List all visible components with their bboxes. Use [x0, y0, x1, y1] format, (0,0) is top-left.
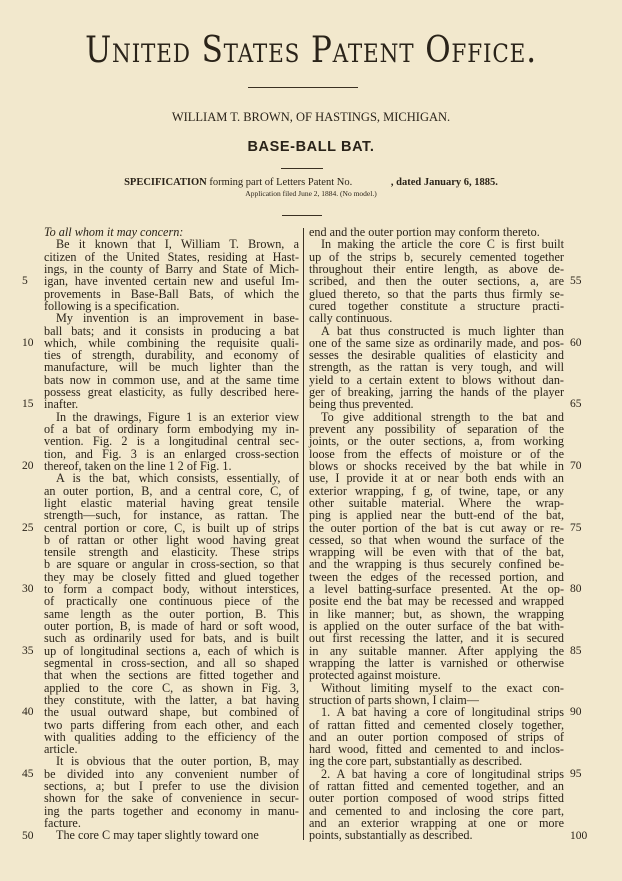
- text-line: tensile strength and elasticity. These strips: [44, 545, 299, 560]
- text-line: up of the strips b, securely cemented together: [309, 249, 564, 264]
- text-line: wrapping will be even with that of the bat,: [309, 545, 564, 560]
- text-line: thereof, taken on the line 1 2 of Fig. 1.: [44, 458, 232, 473]
- application-line: Application filed June 2, 1884. (No model.): [245, 189, 377, 198]
- line-number: 30: [22, 583, 34, 596]
- text-line: and an outer portion composed of strips of: [309, 729, 564, 744]
- text-line: two parts differing from each other, and each: [44, 717, 299, 732]
- text-line: manufacture, will be much lighter than the: [44, 360, 299, 375]
- text-line: is applied on the outer surface of the bat with-: [309, 619, 564, 633]
- text-line: 2. A bat having a core of longitudinal strips: [321, 766, 564, 781]
- text-line: out first recessing the latter, and it is secured: [309, 631, 564, 646]
- office-title: United States Patent Office.: [85, 30, 537, 71]
- text-line: prevent any possibility of separation of the: [309, 422, 564, 436]
- text-line: in like manner; but, as shown, the wrapping: [309, 606, 564, 621]
- text-line: outer portion composed of wood strips fitted: [309, 791, 564, 806]
- text-line: light elastic material having great tensile: [44, 495, 299, 510]
- text-line: outer portion, B, is made of hard or soft wood,: [44, 619, 299, 633]
- text-line: points, substantially as described.: [309, 828, 473, 843]
- text-line: cally continuous.: [309, 311, 393, 326]
- text-line: end and the outer portion may conform thereto.: [309, 225, 540, 239]
- text-line: other suitable material. Where the wrap-: [309, 495, 564, 510]
- text-line: loose from the effects of moisture or of the: [309, 446, 564, 461]
- text-line: tween the edges of the recessed portion, and: [309, 569, 564, 584]
- text-line: In the drawings, Figure 1 is an exterior view: [56, 409, 299, 424]
- text-line: of rattan fitted and cemented together, and an: [309, 779, 564, 794]
- text-line: throughout their entire length, as above de-: [309, 261, 564, 276]
- text-line: such as ordinarily used for bats, and is built: [44, 631, 299, 646]
- text-line: strength—such, for instance, as rattan. The: [44, 508, 299, 523]
- line-number: 65: [570, 398, 582, 411]
- text-line: cessed, so that when wound the surface of the: [309, 532, 564, 547]
- text-line: which, while combining the requisite quali-: [44, 335, 299, 350]
- line-number: 15: [22, 398, 34, 411]
- text-line: wrapping the latter is varnished or otherwise: [309, 655, 564, 670]
- line-number: 35: [22, 644, 34, 657]
- text-line: citizen of the United States, residing at Hast-: [44, 249, 299, 264]
- line-number: 25: [22, 521, 34, 534]
- text-line: to form a compact body, without interstices,: [44, 582, 299, 597]
- line-number: 20: [22, 460, 34, 473]
- text-line: exterior wrapping, f g, of twine, tape, or any: [309, 483, 564, 498]
- text-line: yield to a certain extent to blows without dan-: [309, 372, 564, 387]
- text-line: 1. A bat having a core of longitudinal strips: [321, 705, 564, 720]
- text-line: bats now in common use, and at the same time: [44, 372, 299, 387]
- divider-rule: [282, 215, 322, 216]
- specification-line: [0, 177, 622, 188]
- text-line: up of longitudinal sections a, each of which is: [44, 643, 299, 658]
- text-line: ger of breaking, jarring the hands of the player: [309, 385, 564, 400]
- text-line: inafter.: [44, 397, 79, 412]
- text-line: they constitute, with the latter, a bat having: [44, 692, 299, 707]
- column-divider: [303, 228, 304, 840]
- text-line: A is the bat, which consists, essentially, of: [56, 471, 299, 486]
- line-number: 75: [570, 521, 582, 534]
- text-line: be divided into any convenient number of: [44, 766, 299, 781]
- line-number: 5: [22, 275, 28, 288]
- text-line: provements in Base-Ball Bats, of which the: [44, 286, 299, 301]
- text-line: that when the sections are fitted together and: [44, 668, 299, 683]
- text-line: ing the parts together and economy in manu-: [44, 803, 299, 818]
- spec-date: , dated January 6, 1885.: [390, 177, 498, 188]
- line-number: 40: [22, 706, 34, 719]
- text-line: To all whom it may concern:: [44, 225, 184, 239]
- text-line: same length as the outer portion, B. This: [44, 606, 299, 621]
- text-line: glued thereto, so that the parts thus firmly se-: [309, 286, 564, 301]
- line-number: 55: [570, 275, 582, 288]
- text-line: strength, as the rattan is very tough, and will: [309, 360, 564, 375]
- text-line: possess great elasticity, as fully described here-: [44, 385, 299, 400]
- text-line: central portion or core, C, is built up of strips: [44, 520, 299, 535]
- line-number: 80: [570, 583, 582, 596]
- text-line: posite end the bat may be recessed and wrapped: [309, 594, 564, 609]
- left-column: [44, 226, 299, 842]
- spec-prefix: SPECIFICATION: [124, 177, 207, 188]
- text-line: and an exterior wrapping at one or more: [309, 816, 564, 830]
- text-line: sesses the desirable qualities of elasticity and: [309, 348, 564, 363]
- text-line: in any suitable manner. After applying the: [309, 643, 564, 658]
- text-line: the usual outward shape, but combined of: [44, 705, 299, 720]
- divider-rule: [248, 87, 358, 88]
- line-number: 100: [570, 829, 588, 842]
- text-line: My invention is an improvement in base-: [56, 311, 299, 326]
- text-line: of rattan fitted and cemented closely together,: [309, 717, 564, 732]
- line-number: 10: [22, 336, 34, 349]
- text-line: of a bat of ordinary form embodying my in-: [44, 422, 299, 436]
- text-line: use, I provide it at or near both ends with an: [309, 471, 564, 486]
- text-line: ping is applied near the butt-end of the bat,: [309, 508, 564, 523]
- text-line: and cemented to and inclosing the core part,: [309, 803, 564, 818]
- text-line: joints, or the outer sections, a, from working: [309, 434, 564, 449]
- text-line: The core C may taper slightly toward one: [56, 828, 259, 843]
- text-line: struction of parts shown, I claim—: [309, 692, 479, 707]
- text-line: of practically one continuous piece of the: [44, 594, 299, 609]
- divider-rule: [281, 168, 323, 169]
- line-number: 70: [570, 460, 582, 473]
- text-line: ties of strength, durability, and economy of: [44, 348, 299, 363]
- text-line: To give additional strength to the bat and: [321, 409, 564, 424]
- text-line: ing the core part, substantially as described.: [309, 754, 523, 769]
- text-line: A bat thus constructed is much lighter than: [321, 323, 564, 338]
- text-line: b of rattan or other light wood having great: [44, 532, 299, 547]
- text-line: In making the article the core C is first built: [321, 237, 564, 252]
- spec-middle: forming part of Letters Patent No.: [209, 177, 353, 188]
- line-number: 85: [570, 644, 582, 657]
- text-line: facture.: [44, 816, 81, 830]
- text-line: following is a specification.: [44, 298, 180, 313]
- text-line: the outer portion of the bat is cut away or re-: [309, 520, 564, 535]
- text-line: ings, in the county of Barry and State of Mich-: [44, 261, 299, 276]
- text-line: protected against moisture.: [309, 668, 441, 683]
- text-line: being thus prevented.: [309, 397, 414, 412]
- text-line: shown for the sake of convenience in secur-: [44, 791, 299, 806]
- line-number: 45: [22, 768, 34, 781]
- text-line: sections, a; but I prefer to use the division: [44, 779, 299, 794]
- right-column: [309, 226, 564, 842]
- text-line: It is obvious that the outer portion, B, may: [56, 754, 299, 769]
- text-line: b are square or angular in cross-section, so that: [44, 557, 299, 572]
- text-line: vention. Fig. 2 is a longitudinal central sec-: [44, 434, 299, 449]
- text-line: Be it known that I, William T. Brown, a: [56, 237, 299, 252]
- text-line: applied to the core C, as shown in Fig. 3,: [44, 680, 299, 695]
- text-line: tion, and Fig. 3 is an enlarged cross-section: [44, 446, 299, 461]
- text-line: with qualities adding to the efficiency of the: [44, 729, 299, 744]
- text-line: article.: [44, 742, 78, 757]
- text-line: blows or shocks received by the bat while in: [309, 458, 564, 473]
- line-number: 90: [570, 706, 582, 719]
- text-line: a level batting-surface presented. At the op-: [309, 582, 564, 597]
- text-line: scribed, and then the outer sections, a, are: [309, 274, 564, 289]
- text-line: ball bats; and it consists in producing a bat: [44, 323, 299, 338]
- inventor-line: WILLIAM T. BROWN, OF HASTINGS, MICHIGAN.: [171, 110, 451, 124]
- text-line: hard wood, fitted and cemented to and inclos-: [309, 742, 564, 757]
- invention-title: BASE-BALL BAT.: [247, 139, 375, 155]
- line-number: 50: [22, 829, 34, 842]
- text-line: cured together constitute a structure practi-: [309, 298, 564, 313]
- line-number: 60: [570, 336, 582, 349]
- text-line: and the wrapping is thus securely confined be-: [309, 557, 564, 572]
- line-number: 95: [570, 768, 582, 781]
- text-line: an outer portion, B, and a central core, C, of: [44, 483, 299, 498]
- text-line: one of the same size as ordinarily made, and pos-: [309, 335, 564, 350]
- text-line: segmental in cross-section, and all so shaped: [44, 655, 299, 670]
- text-line: Without limiting myself to the exact con-: [321, 680, 564, 695]
- text-line: they may be closely fitted and glued together: [44, 569, 299, 584]
- text-line: igan, have invented certain new and useful Im-: [44, 274, 299, 289]
